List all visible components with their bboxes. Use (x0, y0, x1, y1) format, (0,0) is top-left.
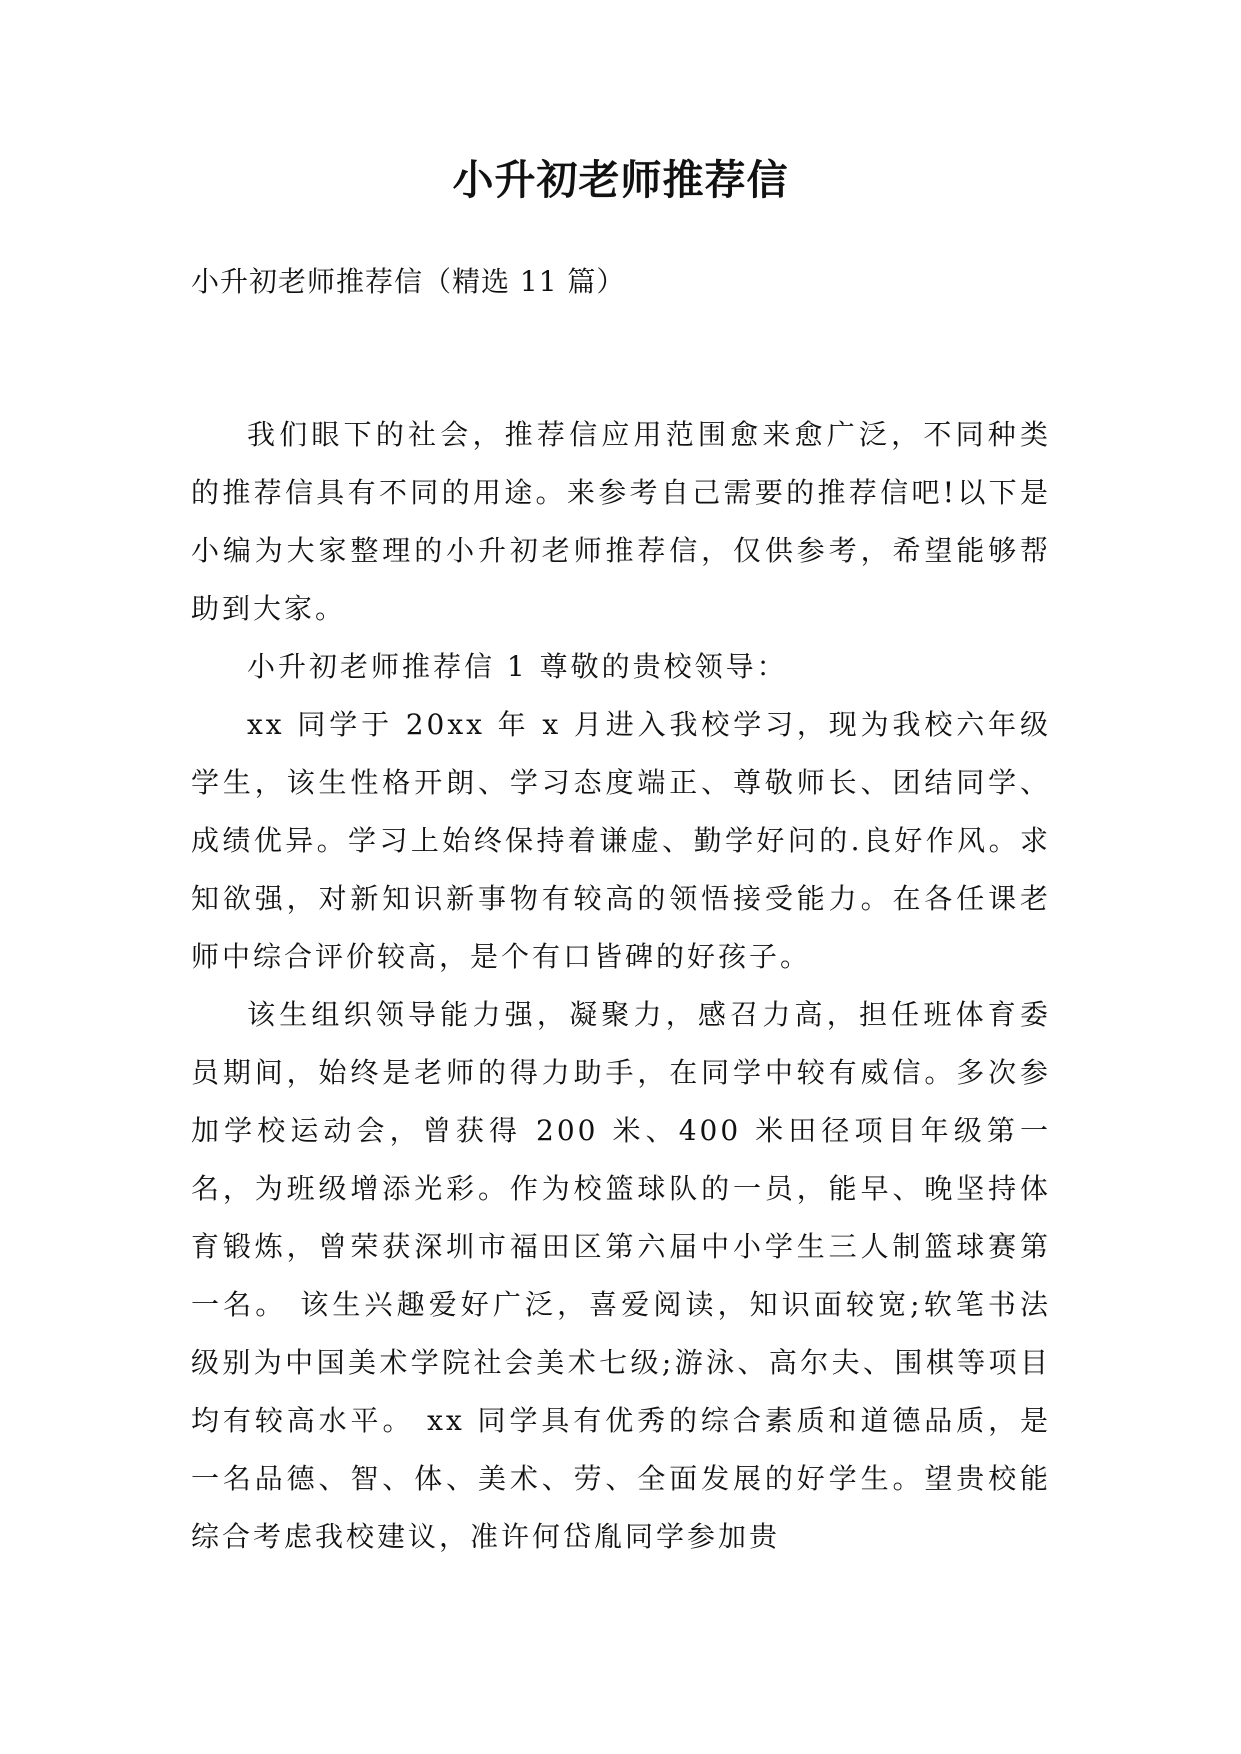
paragraph-student-achievements: 该生组织领导能力强，凝聚力，感召力高，担任班体育委员期间，始终是老师的得力助手，在同学中较有威信。多次参加学校运动会，曾获得 200 米、400 米田径项目年级第一名，为班级增添光彩。作为校篮球队的一员，能早、晚坚持体育锻炼，曾荣获深圳市福田区第六届中小学生三人制篮球赛第一名。 该生兴趣爱好广泛，喜爱阅读，知识面较宽;软笔书法级别为中国美术学院社会美术七级;游泳、高尔夫、围棋等项目均有较高水平。 xx 同学具有优秀的综合素质和道德品质，是一名品德、智、体、美术、劳、全面发展的好学生。望贵校能综合考虑我校建议，准许何岱胤同学参加贵 (191, 998, 1051, 1553)
document-body (191, 406, 1051, 1566)
document-subtitle: 小升初老师推荐信（精选 11 篇） (191, 265, 626, 298)
paragraph-letter-heading: 小升初老师推荐信 1 尊敬的贵校领导： (247, 650, 788, 683)
paragraph-student-overview: xx 同学于 20xx 年 x 月进入我校学习，现为我校六年级学生，该生性格开朗、学习态度端正、尊敬师长、团结同学、成绩优异。学习上始终保持着谦虚、勤学好问的.良好作风。求知欲强，对新知识新事物有较高的领悟接受能力。在各任课老师中综合评价较高，是个有口皆碑的好孩子。 (191, 708, 1051, 973)
document-title: 小升初老师推荐信 (452, 156, 789, 204)
paragraph-intro: 我们眼下的社会，推荐信应用范围愈来愈广泛，不同种类的推荐信具有不同的用途。来参考自己需要的推荐信吧!以下是小编为大家整理的小升初老师推荐信，仅供参考，希望能够帮助到大家。 (191, 418, 1051, 625)
